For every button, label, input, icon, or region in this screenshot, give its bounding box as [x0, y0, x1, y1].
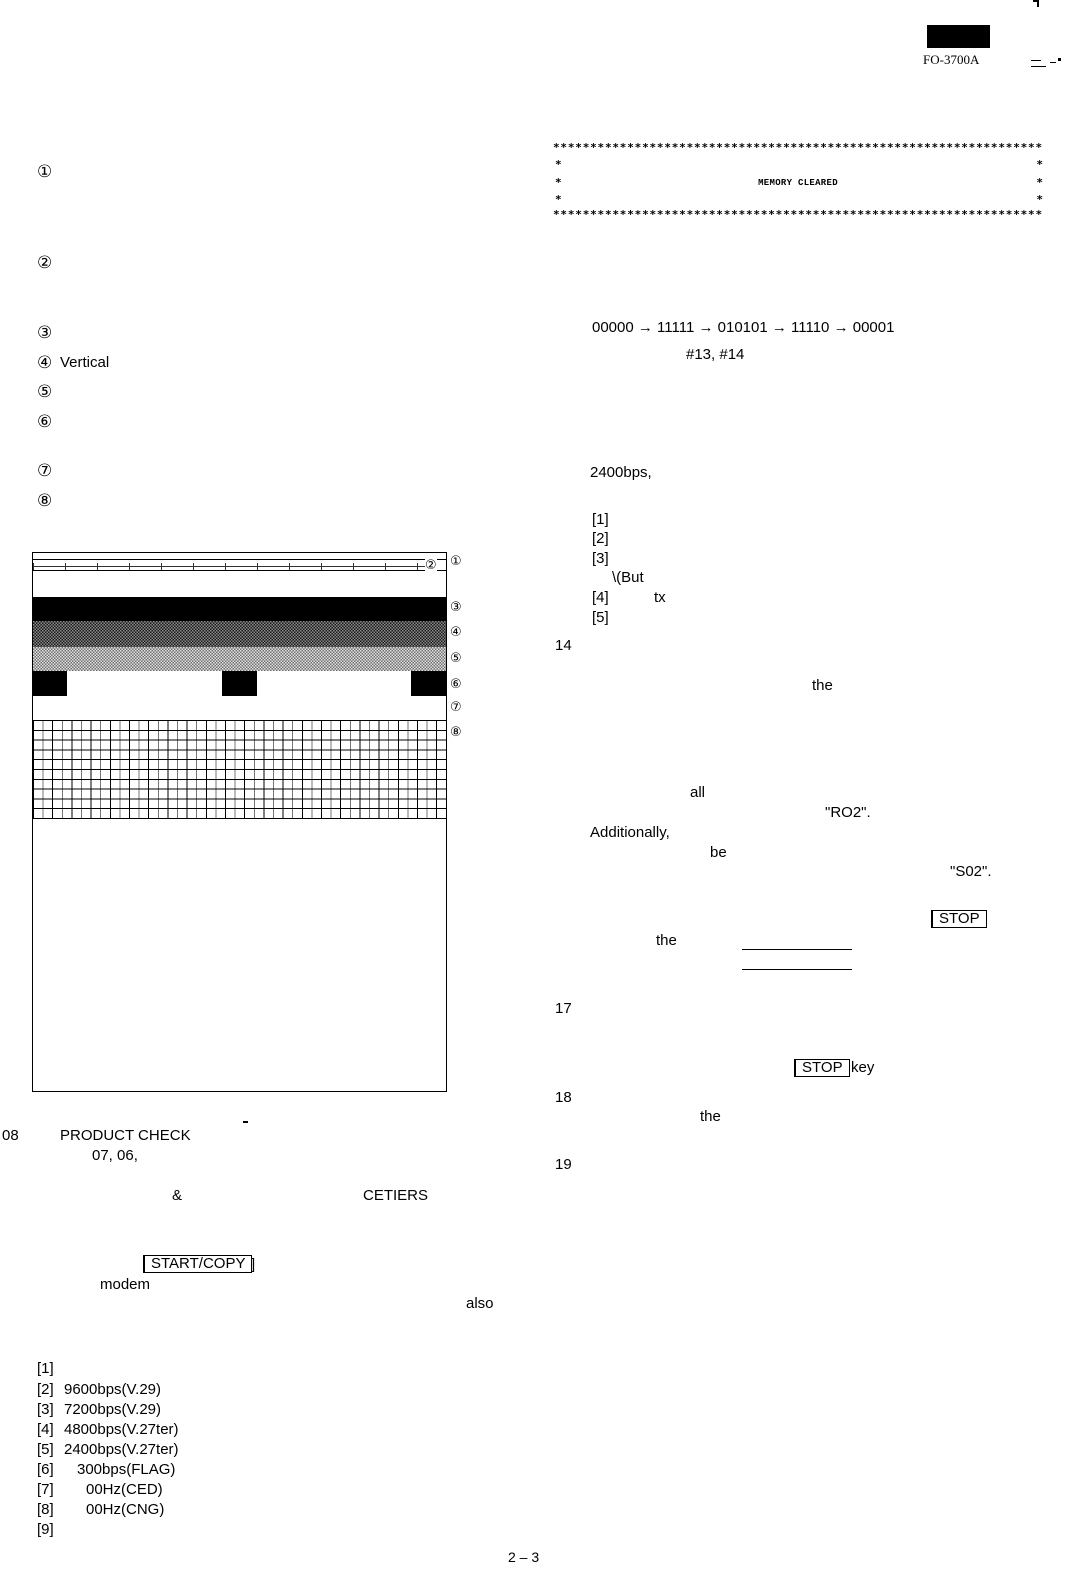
speed-item-value: 4800bps(V.27ter) — [64, 1421, 179, 1438]
speed-item-value: 2400bps(V.27ter) — [64, 1441, 179, 1458]
speed-item-label: [9] — [37, 1521, 54, 1538]
pattern-callout-5: ⑤ — [450, 651, 462, 666]
pattern-black-block-right — [411, 671, 446, 696]
speed-item-label: [7] — [37, 1481, 54, 1498]
pattern-grid — [33, 720, 446, 819]
speed-item-label: [2] — [37, 1381, 54, 1398]
report-star-border-bottom: ****************************************************************** — [553, 208, 1043, 221]
step-note: \(But — [612, 569, 644, 586]
section-title: PRODUCT CHECK — [60, 1127, 191, 1144]
pattern-item-marker-1: ① — [37, 162, 53, 182]
pattern-callout-6: ⑥ — [450, 677, 462, 692]
pattern-callout-4: ④ — [450, 625, 462, 640]
blank-line — [742, 969, 852, 970]
pattern-item-marker-7: ⑦ — [37, 461, 53, 481]
item-number: 19 — [555, 1156, 572, 1173]
code-ro2: "RO2". — [825, 804, 871, 821]
pattern-item-marker-5: ⑤ — [37, 382, 53, 402]
pattern-item-marker-8: ⑧ — [37, 491, 53, 511]
speed-item-value: 00Hz(CNG) — [86, 1501, 165, 1518]
pattern-callout-3: ③ — [450, 600, 462, 615]
step-label: [1] — [592, 511, 609, 528]
item-number: 14 — [555, 637, 572, 654]
test-pattern-printout — [32, 552, 447, 1092]
cetiers-text: CETIERS — [363, 1187, 429, 1204]
pattern-top-line — [33, 559, 446, 560]
scan-artifact — [1050, 62, 1056, 63]
modem-text: modem — [100, 1276, 151, 1293]
bit-sequence: 00000 → 11111 → 010101 → 11110 → 00001 — [592, 319, 895, 336]
speed-text: 2400bps, — [590, 464, 652, 481]
report-star-border-top: ****************************************************************** — [553, 141, 1043, 154]
speed-item-value: 7200bps(V.29) — [64, 1401, 162, 1418]
word-all: all — [690, 784, 706, 801]
report-edge-star: * — [1036, 193, 1043, 206]
pattern-black-block-center — [222, 671, 257, 696]
also-text: also — [466, 1295, 494, 1312]
memory-cleared-report — [553, 141, 1043, 221]
vertical-label: Vertical — [60, 354, 110, 371]
word-the: the — [700, 1108, 721, 1125]
speed-item-label: [1] — [37, 1360, 54, 1377]
ampersand-text: & — [172, 1187, 183, 1204]
code-s02: "S02". — [950, 863, 992, 880]
step-label: [2] — [592, 530, 609, 547]
closing-bracket: ] — [251, 1256, 256, 1273]
step-label: [4] — [592, 589, 609, 606]
pattern-item-marker-4: ④ — [37, 353, 53, 373]
report-edge-star: * — [1036, 158, 1043, 171]
scan-artifact — [1058, 58, 1061, 61]
pattern-black-block-left — [33, 671, 67, 696]
pattern-callout-1: ① — [450, 554, 462, 569]
pattern-callout-2: ② — [425, 558, 437, 573]
report-edge-star: * — [555, 158, 562, 171]
speed-item-value: 00Hz(CED) — [86, 1481, 163, 1498]
speed-item-label: [8] — [37, 1501, 54, 1518]
scan-artifact — [1031, 66, 1046, 67]
speed-item-label: [3] — [37, 1401, 54, 1418]
pattern-item-marker-3: ③ — [37, 323, 53, 343]
stop-key-label: STOP — [931, 910, 987, 928]
pattern-dark-halftone-band — [33, 621, 446, 647]
word-the: the — [812, 677, 833, 694]
item-number: 17 — [555, 1000, 572, 1017]
scan-artifact — [243, 1121, 248, 1123]
model-number: FO-3700A — [923, 52, 980, 67]
start-copy-key-label: START/COPY — [143, 1255, 252, 1273]
word-additionally: Additionally, — [590, 824, 670, 841]
word-be: be — [710, 844, 727, 861]
scan-artifact — [1031, 60, 1041, 61]
pattern-callout-7: ⑦ — [450, 700, 462, 715]
pattern-item-marker-2: ② — [37, 253, 53, 273]
scan-artifact — [1037, 2, 1039, 7]
blank-line — [742, 949, 852, 950]
speed-item-label: [5] — [37, 1441, 54, 1458]
section-number: 08 — [2, 1127, 19, 1144]
speed-item-value: 300bps(FLAG) — [77, 1461, 176, 1478]
speed-item-label: [6] — [37, 1461, 54, 1478]
pattern-black-band — [33, 597, 446, 621]
step-label: [5] — [592, 609, 609, 626]
speed-item-label: [4] — [37, 1421, 54, 1438]
header-black-block — [927, 25, 990, 48]
report-message: MEMORY CLEARED — [758, 178, 838, 188]
pattern-ruler — [33, 566, 425, 567]
pattern-ruler-bottom-line — [33, 570, 446, 571]
pattern-callout-8: ⑧ — [450, 725, 462, 740]
pattern-item-marker-6: ⑥ — [37, 412, 53, 432]
switch-references: #13, #14 — [686, 346, 745, 363]
report-edge-star: * — [555, 193, 562, 206]
pattern-light-halftone-band — [33, 647, 446, 671]
page-number: 2 – 3 — [508, 1549, 540, 1565]
word-key: key — [851, 1059, 875, 1076]
mode-numbers: 07, 06, — [92, 1147, 138, 1164]
step-note: tx — [654, 589, 666, 606]
stop-key-label: STOP — [794, 1059, 850, 1077]
step-label: [3] — [592, 550, 609, 567]
report-edge-star: * — [555, 176, 562, 189]
speed-item-value: 9600bps(V.29) — [64, 1381, 162, 1398]
word-the: the — [656, 932, 677, 949]
item-number: 18 — [555, 1089, 572, 1106]
report-edge-star: * — [1036, 176, 1043, 189]
